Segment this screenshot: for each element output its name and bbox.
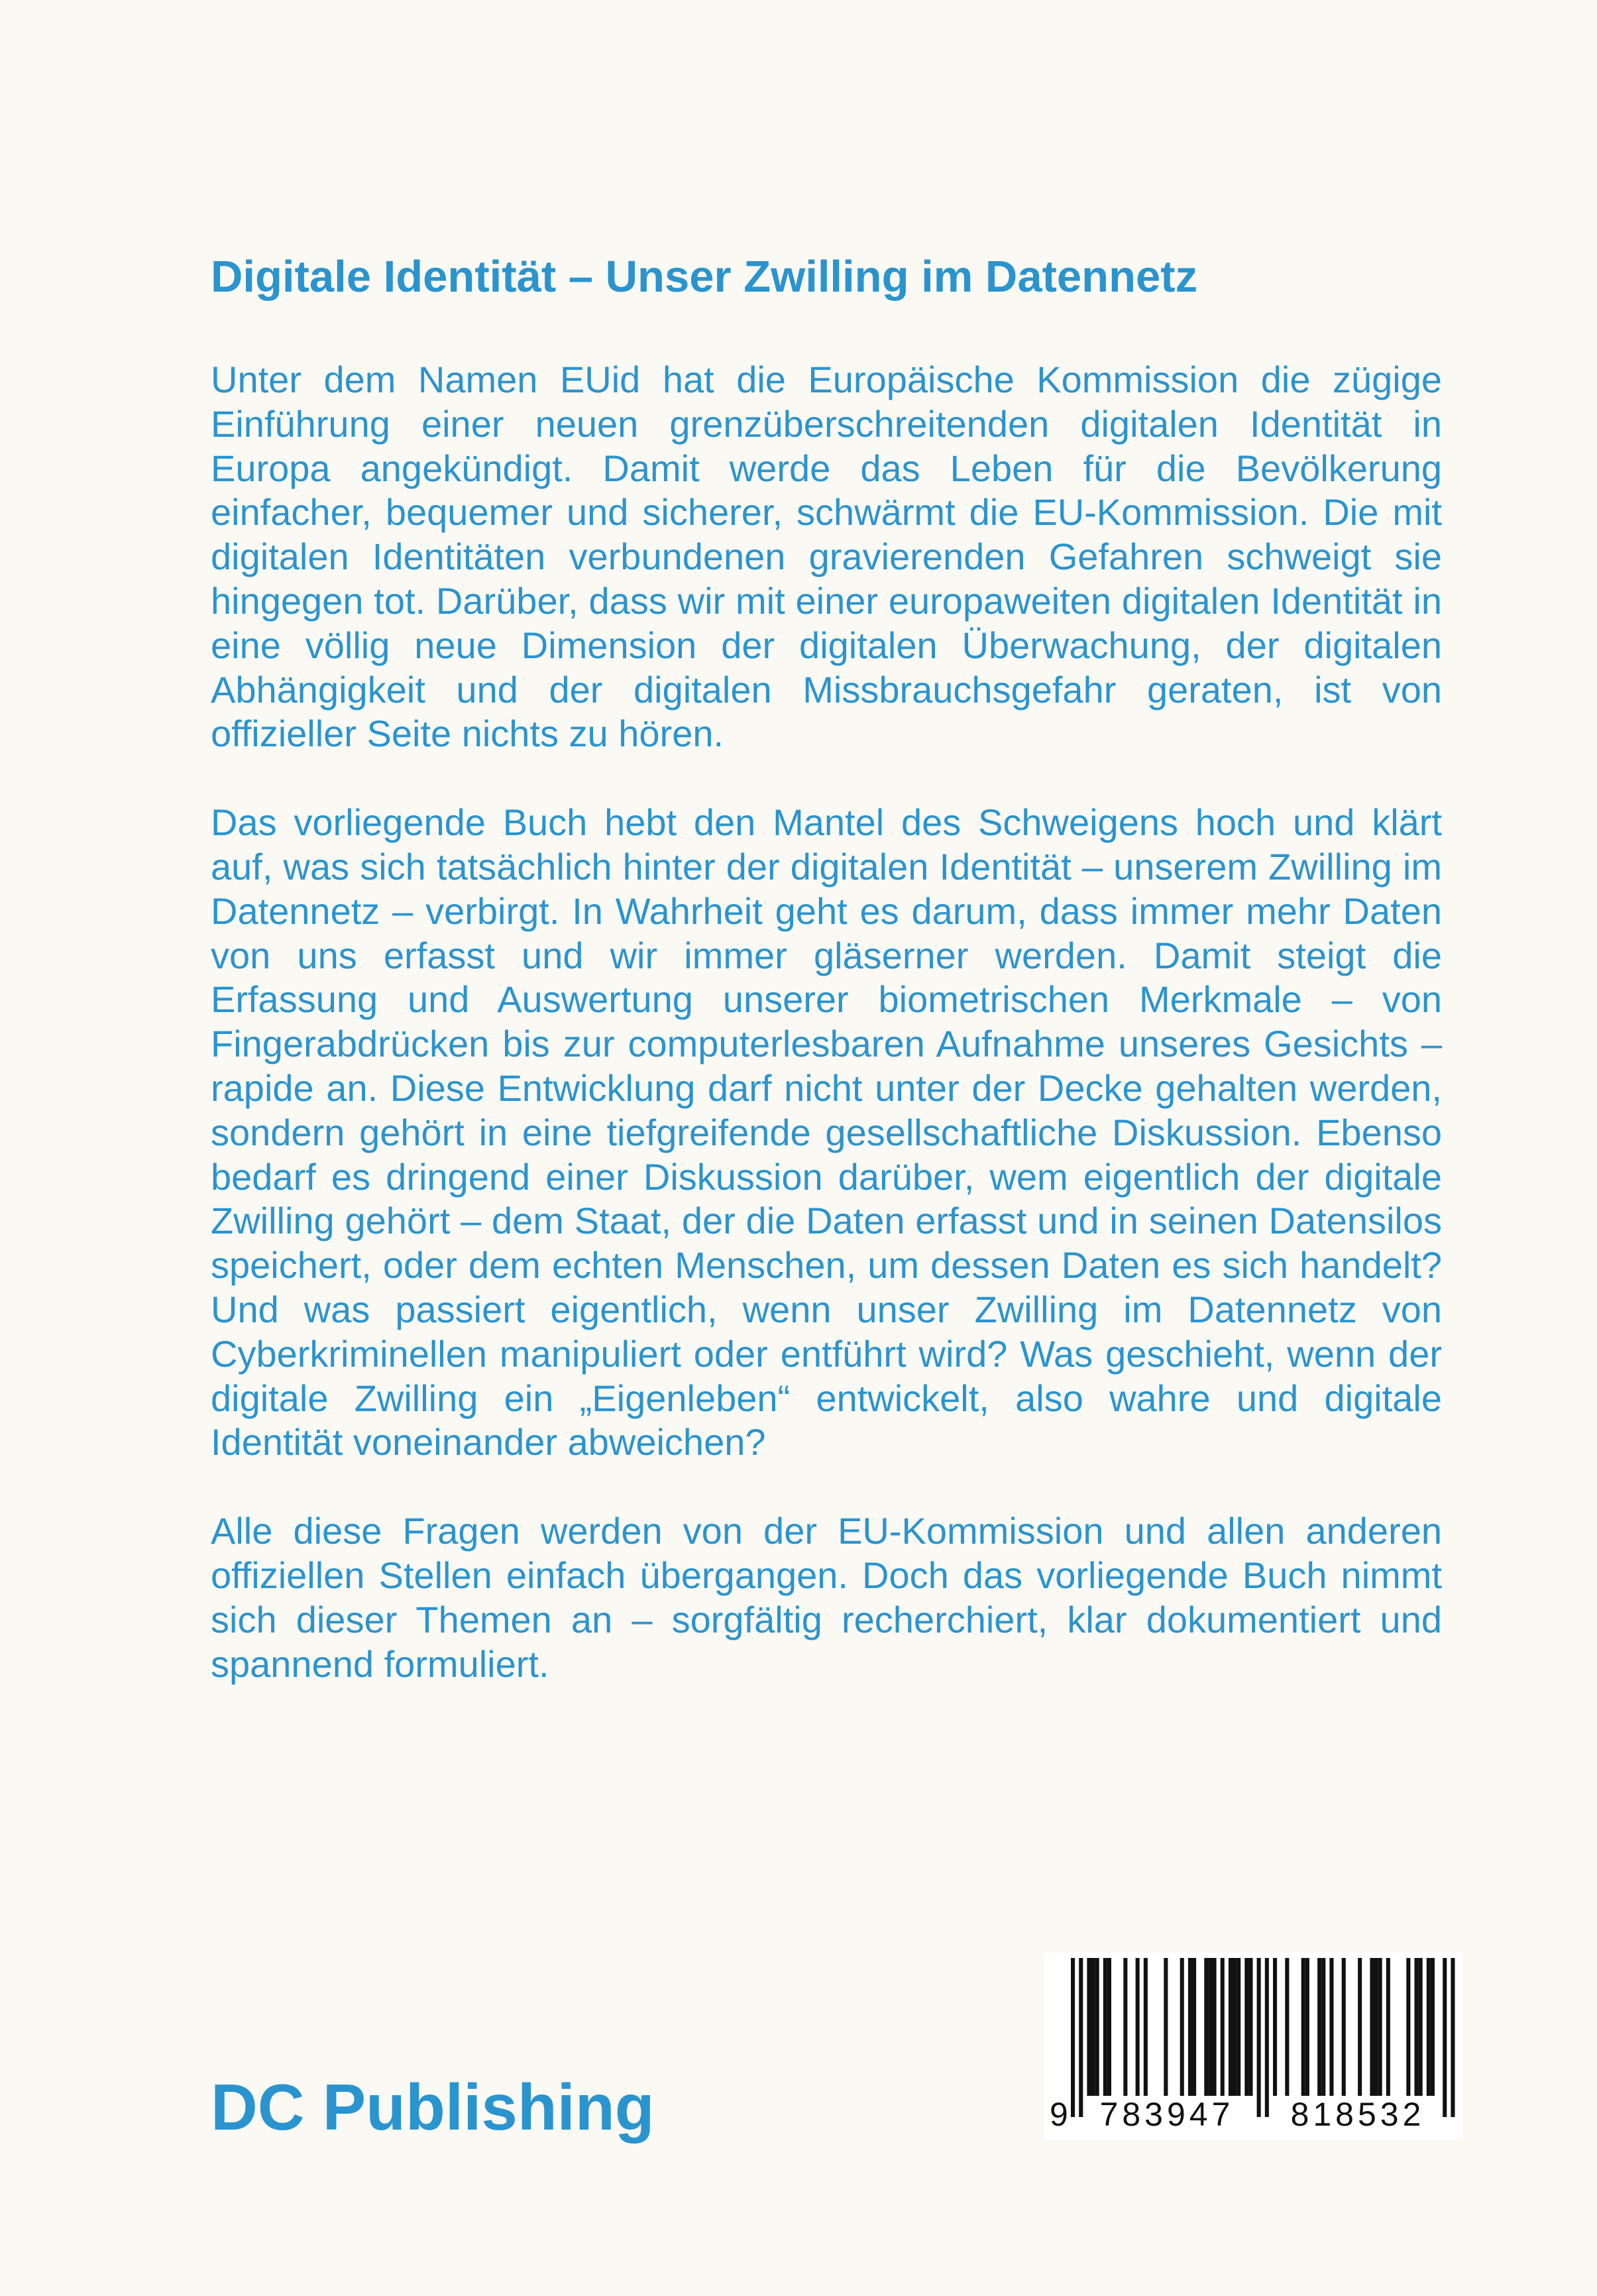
barcode-bar bbox=[1321, 1958, 1325, 2096]
barcode-bar bbox=[1123, 1958, 1127, 2096]
barcode-bar bbox=[1095, 1958, 1099, 2096]
barcode-bar bbox=[1213, 1958, 1217, 2096]
barcode-bar bbox=[1419, 1958, 1423, 2096]
barcode-bar bbox=[1136, 1958, 1140, 2096]
barcode-guard-bar bbox=[1071, 1958, 1075, 2117]
barcode-bar bbox=[1370, 1958, 1374, 2096]
barcode-bar bbox=[1192, 1958, 1196, 2096]
barcode-bar bbox=[1378, 1958, 1382, 2096]
barcode-bar bbox=[1237, 1958, 1240, 2096]
barcode-bar bbox=[1317, 1958, 1321, 2096]
barcode-bar bbox=[1248, 1958, 1252, 2096]
barcode-guard-bar bbox=[1451, 1958, 1455, 2117]
publisher-name: DC Publishing bbox=[211, 2071, 655, 2144]
barcode-bar bbox=[1301, 1958, 1305, 2096]
barcode-bar bbox=[1374, 1958, 1378, 2096]
barcode-bar bbox=[1221, 1958, 1225, 2096]
barcode-bar bbox=[1204, 1958, 1208, 2096]
isbn-right-group: 818532 bbox=[1290, 2096, 1425, 2133]
barcode-bar bbox=[1415, 1958, 1419, 2096]
barcode-bar bbox=[1431, 1958, 1435, 2096]
isbn-first-digit: 9 bbox=[1050, 2096, 1068, 2133]
barcode-bar bbox=[1188, 1958, 1192, 2096]
barcode-bar bbox=[1342, 1958, 1346, 2096]
barcode-bar bbox=[1107, 1958, 1111, 2096]
barcode-bar bbox=[1180, 1958, 1184, 2096]
barcode-bar bbox=[1244, 1958, 1248, 2096]
barcode-bar bbox=[1164, 1958, 1168, 2096]
barcode-bar bbox=[1386, 1958, 1390, 2096]
barcode-bar bbox=[1144, 1958, 1148, 2096]
barcode-bar bbox=[1358, 1958, 1362, 2096]
blurb-paragraph-3: Alle diese Fragen werden von der EU-Kommission und allen anderen offiziellen Stellen einfach übergangen. Doch das vorliegende Buch nimmt sich dieser Themen an – sorgfältig recherchiert, klar dokumentiert und spannend formuliert. bbox=[211, 1510, 1442, 1685]
blurb-paragraph-2: Das vorliegende Buch hebt den Mantel des Schweigens hoch und klärt auf, was sich tatsächlich hinter der digitalen Identität – unserem Zwilling im Datennetz – verbirgt. In Wahrheit geht es darum, dass immer mehr Daten von uns erfasst und wir immer gläserner werden. Damit steigt die Erfassung und Auswertung unserer biometrischen Merkmale – von Fingerabdrücken bis zur computerlesbaren Aufnahme unseres Gesichts – rapide an. Diese Entwicklung darf nicht unter der Decke gehalten werden, sondern gehört in eine tiefgreifende gesellschaftliche Diskussion. Ebenso bedarf es dringend einer Diskussion darüber, wem eigentlich der digitale Zwilling gehört – dem Staat, der die Daten erfasst und in seinen Datensilos speichert, oder dem echten Menschen, um dessen Daten es sich handelt? Und was passiert eigentlich, wenn unser Zwilling im Datennetz von Cyberkriminellen manipuliert oder entführt wird? Was geschieht, wenn der digitale Zwilling ein „Eigenleben“ entwickelt, also wahre und digitale Identität voneinander abweichen? bbox=[211, 801, 1442, 1464]
blurb-paragraph-1: Unter dem Namen EUid hat die Europäische Kommission die zügige Einführung einer neuen grenzüberschreitenden digitalen Identität in Europa angekündigt. Damit werde das Leben für die Bevölkerung einfacher, bequemer und sicherer, schwärmt die EU-Kommission. Die mit digitalen Identitäten verbundenen gravierenden Gefahren schweigt sie hingegen tot. Darüber, dass wir mit einer europaweiten digitalen Identität in eine völlig neue Dimension der digitalen Überwachung, der digitalen Abhängigkeit und der digitalen Missbrauchsgefahr geraten, ist von offizieller Seite nichts zu hören. bbox=[211, 359, 1442, 755]
book-title: Digitale Identität – Unser Zwilling im Datennetz bbox=[211, 252, 1198, 302]
barcode-bar bbox=[1103, 1958, 1107, 2096]
barcode-bar bbox=[1305, 1958, 1309, 2096]
barcode-guard-bar bbox=[1257, 1958, 1261, 2117]
barcode-bar bbox=[1233, 1958, 1237, 2096]
barcode-bar bbox=[1427, 1958, 1431, 2096]
barcode-guard-bar bbox=[1079, 1958, 1083, 2117]
barcode-bar bbox=[1087, 1958, 1091, 2096]
barcode-guard-bar bbox=[1265, 1958, 1269, 2117]
isbn-number bbox=[1044, 2095, 1462, 2134]
barcode-bar bbox=[1208, 1958, 1212, 2096]
barcode-bar bbox=[1091, 1958, 1095, 2096]
barcode-bar bbox=[1229, 1958, 1233, 2096]
blurb bbox=[211, 358, 1442, 1731]
barcode-bar bbox=[1285, 1958, 1289, 2096]
barcode-bar bbox=[1329, 1958, 1333, 2096]
barcode-bar bbox=[1406, 1958, 1410, 2096]
isbn-left-group: 783947 bbox=[1099, 2096, 1235, 2133]
barcode-bar bbox=[1273, 1958, 1277, 2096]
barcode-guard-bar bbox=[1443, 1958, 1447, 2117]
isbn-barcode bbox=[1044, 1953, 1462, 2140]
